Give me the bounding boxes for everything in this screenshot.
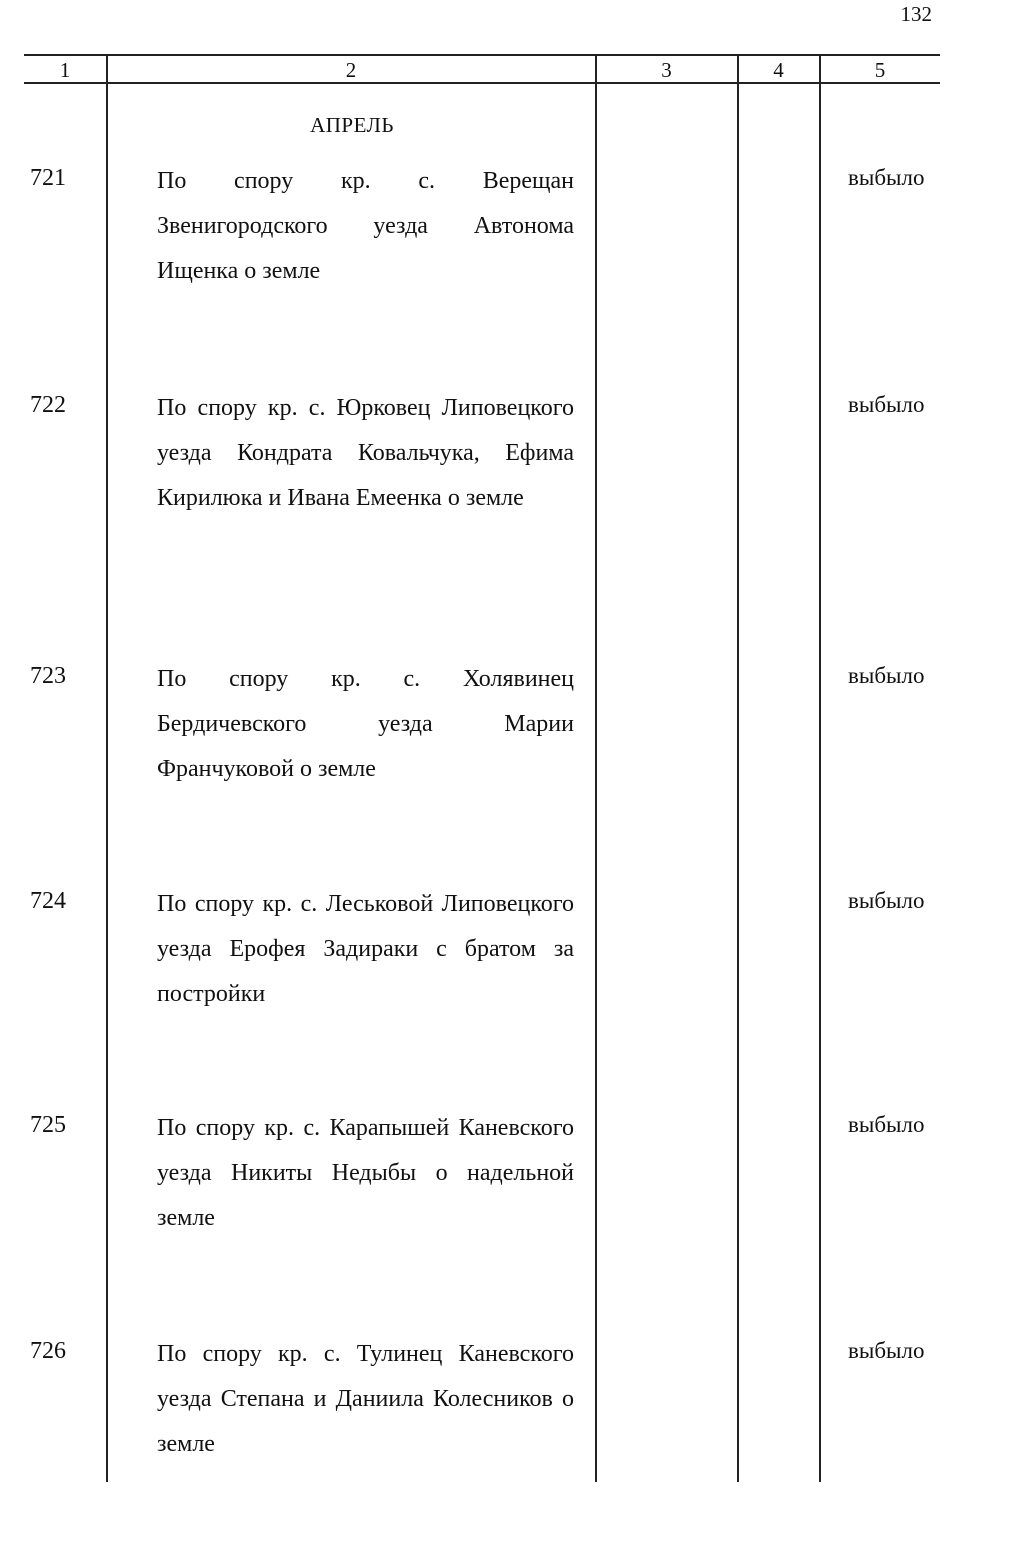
- column-header-4: 4: [773, 58, 784, 82]
- row-number: 722: [30, 392, 66, 418]
- row-number: 726: [30, 1338, 66, 1364]
- row-description: По спору кр. с. Юрковец Липовецкого уезда Кондрата Ковальчука, Ефима Кирилюка и Ивана Емеенка о земле: [157, 395, 574, 511]
- column-divider-3: [737, 55, 739, 1482]
- column-header-1: 1: [59, 58, 71, 82]
- row-status: выбыло: [848, 888, 925, 913]
- row-number: 723: [30, 663, 66, 689]
- column-divider-4: [819, 55, 821, 1482]
- row-number: 725: [30, 1112, 66, 1138]
- row-status: выбыло: [848, 392, 925, 417]
- column-header-2: 2: [345, 58, 357, 82]
- column-header-5: 5: [874, 58, 886, 82]
- row-description: По спору кр. с. Тулинец Каневского уезда Степана и Даниила Колесников о земле: [157, 1341, 574, 1457]
- row-status: выбыло: [848, 165, 925, 190]
- row-status: выбыло: [848, 1338, 925, 1363]
- row-description: По спору кр. с. Карапышей Каневского уезда Никиты Недыбы о надельной земле: [157, 1115, 574, 1231]
- column-header-3: 3: [661, 58, 672, 82]
- column-divider-1: [106, 55, 108, 1482]
- row-description: По спору кр. с. Верещан Звенигородского уезда Автонома Ищенка о земле: [157, 168, 574, 284]
- table-top-rule: [24, 54, 940, 56]
- row-description: По спору кр. с. Леськовой Липовецкого уезда Ерофея Задираки с братом за постройки: [157, 891, 574, 1007]
- row-status: выбыло: [848, 1112, 925, 1137]
- row-description: По спору кр. с. Холявинец Бердичевского уезда Марии Франчуковой о земле: [157, 666, 574, 782]
- row-number: 724: [30, 888, 66, 914]
- column-divider-2: [595, 55, 597, 1482]
- row-number: 721: [30, 165, 66, 191]
- section-title: АПРЕЛЬ: [310, 113, 394, 137]
- page-number: 132: [900, 2, 932, 26]
- row-status: выбыло: [848, 663, 925, 688]
